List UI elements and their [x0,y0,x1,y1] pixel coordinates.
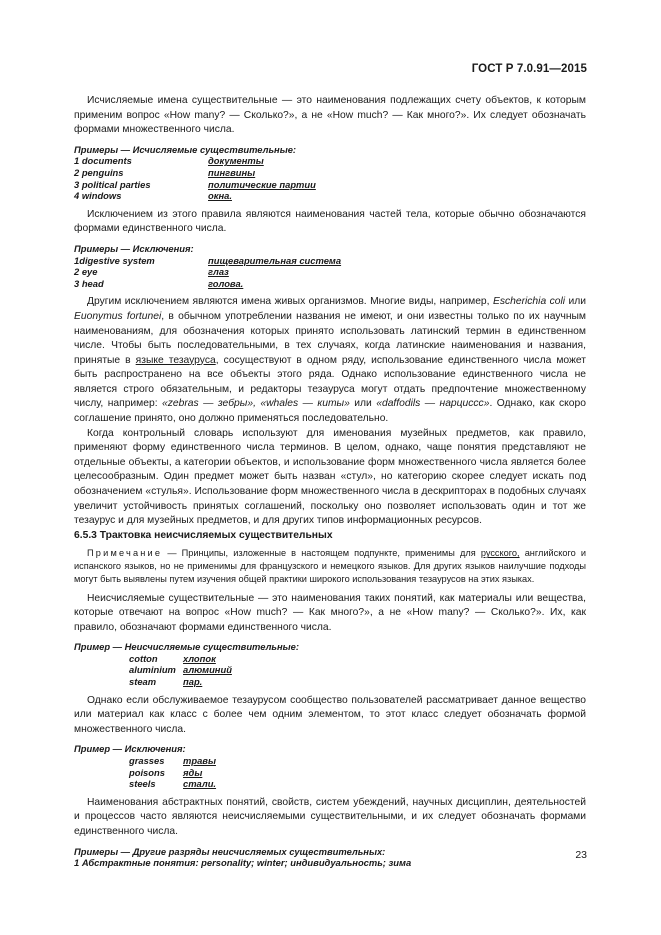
example-row: 2 eye глаз [74,266,229,278]
paragraph-countable: Исчисляемые имена существительные — это наименования подлежащих счету объектов, к которым применим вопрос «How many? — Сколько?», а не «How much? — Как много?». Их следует обозначать формами множественного числа. [74,95,586,136]
paragraph-uncountable: Неисчисляемые существительные — это наименования таких понятий, как материалы или вещества, которые отвечают на вопрос «How much? — Как много?», а не «How many? — Сколько?». Их, как правило, обозначают формами единственного числа. [74,592,586,633]
example-row: 4 windows окна. [74,190,232,202]
example-row: 1digestive system пищеварительная система [74,254,342,266]
example-title: Примеры — Другие разряды неисчисляемых существительных: [74,845,386,857]
example-countable [74,144,586,202]
example-other-categories [74,846,586,869]
section-heading: 6.5.3 Трактовка неисчисляемых существительных [74,529,333,541]
example-row: poisons яды [129,766,203,778]
paragraph-organisms: Другим исключением являются имена живых организмов. Многие виды, например, Escherichia coli или Euonymus fortunei, в обычном употреблении названия не имеют, и они известны только по их научным наименованиям, для обозначения которых принято использовать латинский термин в единственном числе. Чтобы быть последовательными, в тех случаях, когда латинские наименования и названия, принятые в языке тезауруса, сосуществуют в одном ряду, использование единственного числа может быть распространено на все объекты этого ряда. Однако использование единственного числа не является строго обязательным, и редакторы тезауруса могут отдать предпочтение множественному числу, например: «zebras — зебры», «whales — киты» или «daffodils — нарциссс». Однако, как скоро соглашение принято, оно должно применяться последовательно. [74,296,587,425]
example-row: 2 penguins пингвины [74,166,256,178]
example-title: Пример — Неисчисляемые существительные: [74,641,300,653]
paragraph-substance-class: Однако если обслуживаемое тезаурусом сообщество пользователей рассматривает данное вещество или материал как класс с более чем одним элементом, то этот класс следует обозначать формой множественного числа. [74,694,586,735]
example-title: Примеры — Исключения: [74,242,194,254]
paragraph-abstract: Наименования абстрактных понятий, свойств, систем убеждений, научных дисциплин, деятельностей и процессов часто являются неисчисляемыми существительными, и их следует обозначать формами единственного числа. [74,796,586,838]
document-header: ГОСТ Р 7.0.91—2015 [471,63,587,75]
example-row: 3 head голова. [74,277,244,289]
example-row: 1 documents документы [74,155,264,167]
paragraph-museum: Когда контрольный словарь используют для именования музейных предметов, как правило, применяют форму единственного числа терминов. В целом, однако, чаще понятия представляют не отдельные объекты, а категории объектов, и использование форм множественного числа является более целесообразным. Один предмет может быть назван «стул», но категорию скорее следует искать под обозначением «стулья». Использование форм множественного числа в дескрипторах в подобных случаях увеличит устойчивость принятых соглашений, поскольку оно позволяет использовать один и тот же тезаурус и для музейных предметов, и для других типов информационных ресурсов. [74,427,586,527]
paragraph-body-parts: Исключением из этого правила являются наименования частей тела, которые обычно обозначаются формами единственного числа. [74,208,586,235]
example-line: 1 Абстрактные понятия: personality; winter; индивидуальность; зима [74,857,412,869]
example-row: grasses травы [129,755,216,767]
page-body [74,94,586,869]
example-uncountable-exceptions [74,743,586,789]
example-exceptions [74,243,586,289]
page-number: 23 [575,849,587,861]
thesaurus-language-link: языке тезауруса [135,354,216,366]
example-row: cotton хлопок [129,652,216,664]
example-row: steam пар. [129,676,203,688]
example-title: Пример — Исключения: [74,743,186,755]
example-row: 3 political parties политические партии [74,178,316,190]
example-uncountable [74,641,586,687]
example-title: Примеры — Исчисляемые существительные: [74,143,297,155]
example-row: aluminium алюминий [129,664,232,676]
note-label: Примечание [87,548,163,559]
note: Примечание — Принципы, изложенные в настоящем подпункте, применимы для русского, английского и испанского языков, но не применимы для французского и немецкого языков. Для других языков наилучшие подходы могут быть выявлены путем изучения общей практики широкого использования тезаурусов на этих языках. [74,548,587,584]
example-row: steels стали. [129,778,217,790]
